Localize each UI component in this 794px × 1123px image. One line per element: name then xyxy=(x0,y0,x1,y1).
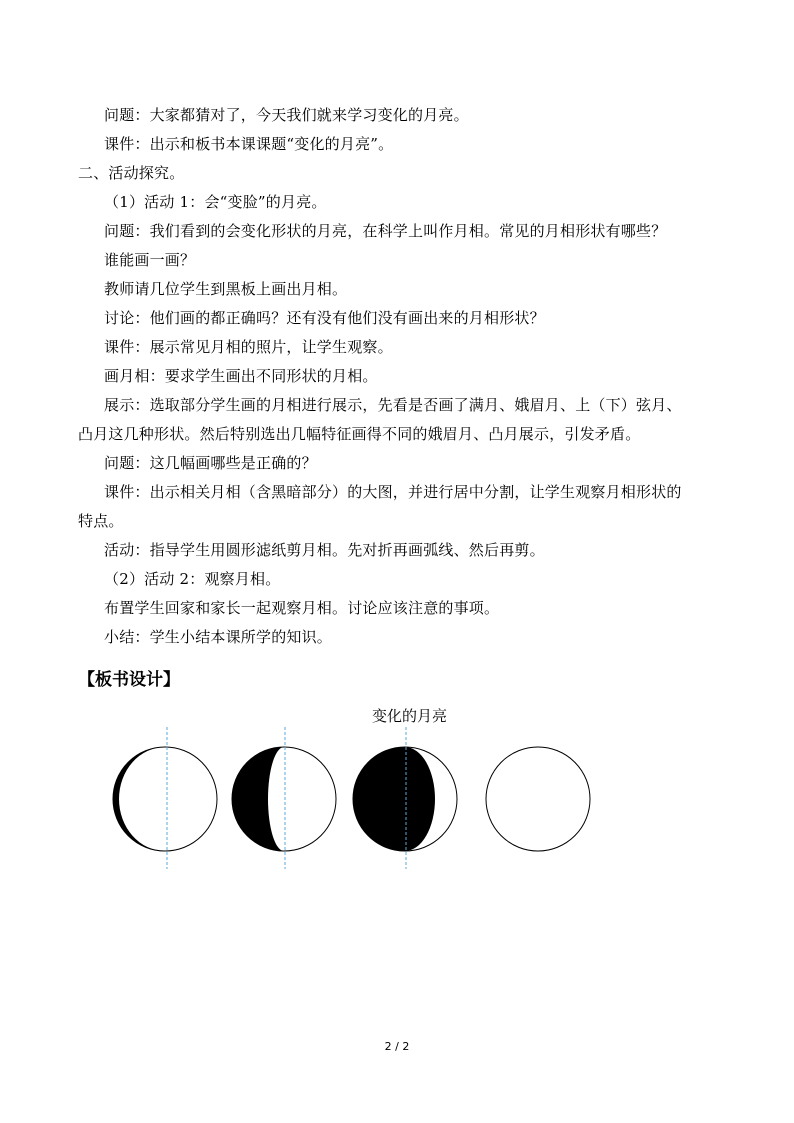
paragraph-line: 讨论：他们画的都正确吗？还有没有他们没有画出来的月相形状？ xyxy=(104,309,545,327)
paragraph-line: 问题：我们看到的会变化形状的月亮，在科学上叫作月相。常见的月相形状有哪些？ xyxy=(104,222,667,240)
paragraph-line: 布置学生回家和家长一起观察月相。讨论应该注意的事项。 xyxy=(104,599,500,617)
paragraph-line: 问题：这几幅画哪些是正确的？ xyxy=(104,454,317,472)
moon-gibbous xyxy=(353,727,457,869)
paragraph-line: 谁能画一画？ xyxy=(104,251,196,269)
paragraph-line: 教师请几位学生到黑板上画出月相。 xyxy=(104,280,348,298)
moon-full xyxy=(486,747,590,851)
section-heading: 二、活动探究。 xyxy=(78,164,185,182)
moon-quarter xyxy=(232,727,336,869)
board-title: 变化的月亮 xyxy=(372,707,448,725)
paragraph-line: 展示：选取部分学生画的月相进行展示，先看是否画了满月、娥眉月、上（下）弦月、 xyxy=(104,396,682,414)
paragraph-line: 课件：出示和板书本课课题“变化的月亮”。 xyxy=(104,135,394,153)
moon-crescent xyxy=(113,727,217,869)
paragraph-line: 问题：大家都猜对了，今天我们就来学习变化的月亮。 xyxy=(104,106,469,124)
activity-heading: （1）活动 1：会“变脸”的月亮。 xyxy=(104,193,327,211)
activity-heading: （2）活动 2：观察月相。 xyxy=(104,570,281,588)
paragraph-line: 小结：学生小结本课所学的知识。 xyxy=(104,628,333,646)
page-number: 2 / 2 xyxy=(384,1040,410,1053)
paragraph-line: 特点。 xyxy=(78,512,124,530)
paragraph-line: 画月相：要求学生画出不同形状的月相。 xyxy=(104,367,378,385)
board-design-heading: 【板书设计】 xyxy=(78,670,180,690)
paragraph-line: 活动：指导学生用圆形滤纸剪月相。先对折再画弧线、然后再剪。 xyxy=(104,541,545,559)
paragraph-line: 课件：出示相关月相（含黑暗部分）的大图，并进行居中分割，让学生观察月相形状的 xyxy=(104,483,682,501)
paragraph-line: 凸月这几种形状。然后特别选出几幅特征画得不同的娥眉月、凸月展示，引发矛盾。 xyxy=(78,425,641,443)
paragraph-line: 课件：展示常见月相的照片，让学生观察。 xyxy=(104,338,393,356)
